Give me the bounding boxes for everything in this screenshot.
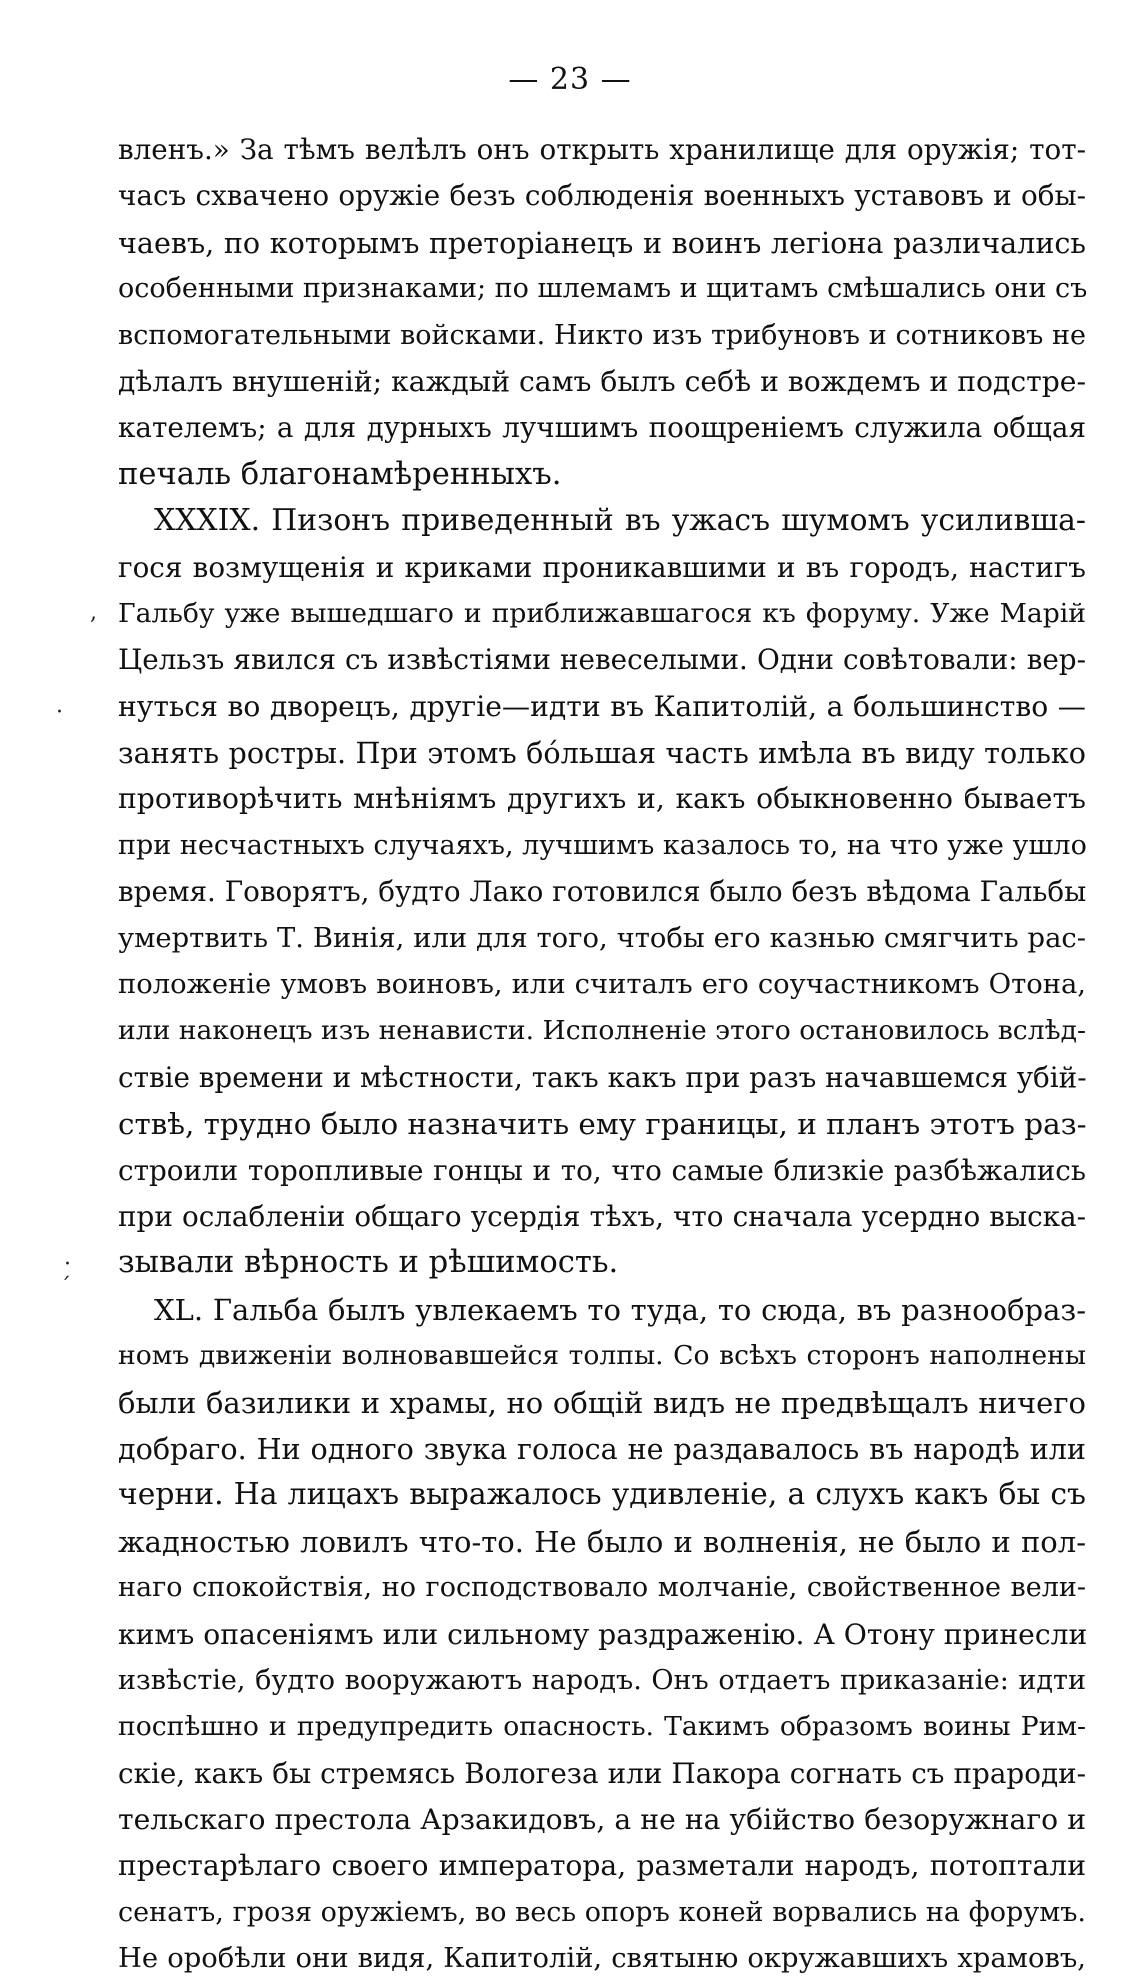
text-line: зывали вѣрность и рѣшимость. <box>118 1245 619 1281</box>
body-text <box>118 127 1086 1983</box>
text-line: XL. Гальба былъ увлекаемъ то туда, то сюда, въ разнообраз- <box>154 1292 1086 1327</box>
text-line: противорѣчить мнѣніямъ другихъ и, какъ обыкновенно бываетъ <box>118 782 1086 816</box>
text-line: были базилики и храмы, но общій видъ не предвѣщалъ ничего <box>118 1385 1086 1420</box>
text-line: черни. На лицахъ выражалось удивленіе, а слухъ какъ бы съ <box>118 1477 1086 1513</box>
text-line: гося возмущенія и криками проникавшими и въ городъ, настигъ <box>118 550 1086 584</box>
text-line: или наконецъ изъ ненависти. Исполненіе этого остановилось вслѣд- <box>118 1015 1086 1047</box>
text-line: умертвить Т. Винія, или для того, чтобы его казнью смягчить рас- <box>118 922 1086 954</box>
text-line: при ослабленіи общаго усердія тѣхъ, что сначала усердно выска- <box>118 1199 1086 1233</box>
margin-mark: · <box>56 700 63 725</box>
text-line: Гальбу уже вышедшаго и приближавшагося къ форуму. Уже Марій <box>118 597 1086 629</box>
text-line: вспомогательными войсками. Никто изъ трибуновъ и сотниковъ не <box>118 319 1086 351</box>
text-line: дѣлалъ внушеній; каждый самъ былъ себѣ и вождемъ и подстре- <box>118 364 1086 398</box>
text-line: при несчастныхъ случаяхъ, лучшимъ казалось то, на что уже ушло <box>118 829 1087 861</box>
text-line: положеніе умовъ воиновъ, или считалъ его соучастникомъ Отона, <box>118 969 1086 1001</box>
text-line: строили торопливые гонцы и то, что самые близкіе разбѣжались <box>118 1153 1086 1187</box>
text-line: часъ схвачено оружіе безъ соблюденія военныхъ уставовъ и обы- <box>118 179 1086 213</box>
text-line: Цельзъ явился съ извѣстіями невеселыми. Одни совѣтовали: вер- <box>118 643 1086 677</box>
text-line: ствіе времени и мѣстности, такъ какъ при разъ начавшемся убій- <box>118 1060 1087 1094</box>
text-line: кателемъ; а для дурныхъ лучшимъ поощреніемъ служила общая <box>118 411 1086 445</box>
text-line: кимъ опасеніямъ или сильному раздраженію. А Отону принесли <box>118 1617 1088 1651</box>
text-line: добраго. Ни одного звука голоса не раздавалось въ народѣ или <box>118 1431 1086 1466</box>
margin-mark: ˊ <box>60 1275 71 1300</box>
text-line: номъ движеніи волновавшейся толпы. Со всѣхъ сторонъ наполнены <box>118 1340 1086 1372</box>
margin-mark: · <box>64 1252 71 1277</box>
text-line: время. Говорятъ, будто Лако готовился было безъ вѣдома Гальбы <box>118 875 1087 909</box>
text-line: занять ростры. При этомъ бо́льшая часть имѣла въ виду только <box>118 736 1086 771</box>
text-line: тельскаго престола Арзакидовъ, а не на убійство безоружнаго и <box>118 1803 1086 1837</box>
text-line: поспѣшно и предупредить опасность. Такимъ образомъ воины Рим- <box>118 1711 1086 1743</box>
text-line: вленъ.» За тѣмъ велѣлъ онъ открыть хранилище для оружія; тот- <box>118 133 1086 166</box>
margin-mark: , <box>90 600 97 625</box>
text-line: жадностью ловилъ что-то. Не было и волненія, не было и пол- <box>118 1524 1086 1559</box>
text-line: извѣстіе, будто вооружаютъ народъ. Онъ отдаетъ приказаніе: идти <box>118 1664 1086 1696</box>
text-line: сенатъ, грозя оружіемъ, во весь опоръ коней ворвались на форумъ. <box>118 1896 1086 1928</box>
text-line: особенными признаками; по шлемамъ и щитамъ смѣшались они съ <box>118 273 1088 305</box>
page-number: — 23 — <box>508 62 632 97</box>
text-line: скіе, какъ бы стремясь Вологеза или Пакора согнать съ прароди- <box>118 1756 1086 1790</box>
text-line: престарѣлаго своего императора, разметали народъ, потоптали <box>118 1849 1086 1883</box>
text-line: нуться во дворецъ, другіе—идти въ Капитолій, а большинство — <box>118 689 1086 723</box>
text-line: ствѣ, трудно было назначить ему границы, и планъ этотъ раз- <box>118 1107 1087 1142</box>
text-line: печаль благонамѣренныхъ. <box>118 456 562 492</box>
text-line: Не оробѣли они видя, Капитолій, святыню окружавшихъ храмовъ, <box>118 1943 1086 1975</box>
text-line: чаевъ, по которымъ преторіанецъ и воинъ легіона различались <box>118 225 1086 260</box>
text-line: наго спокойствія, но господствовало молчаніе, свойственное вели- <box>118 1572 1086 1604</box>
text-line: XXXIX. Пизонъ приведенный въ ужасъ шумомъ усилившa- <box>154 503 1086 539</box>
